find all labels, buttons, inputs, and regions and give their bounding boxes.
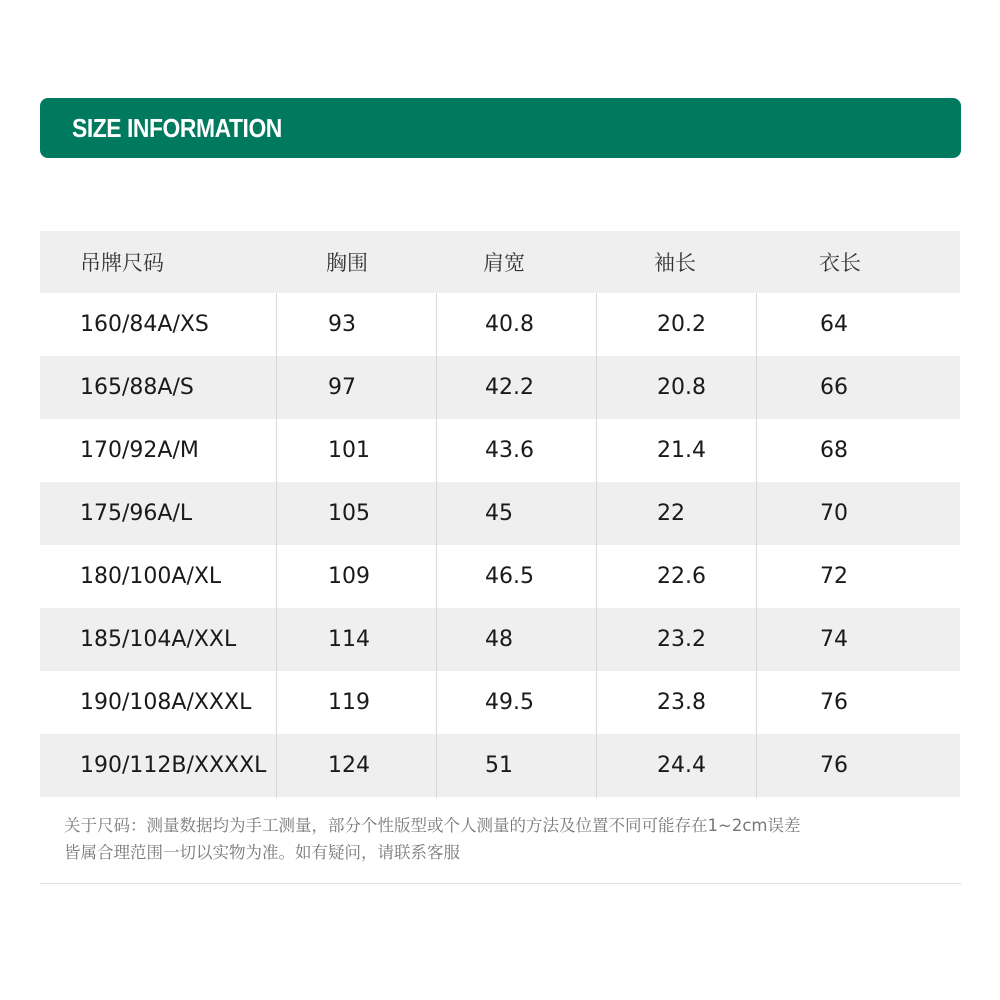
column-divider [756, 293, 757, 798]
table-cell-sleeve: 23.8 [657, 690, 706, 715]
column-divider [276, 293, 277, 798]
table-cell-length: 64 [820, 312, 848, 337]
table-row [40, 482, 960, 545]
table-cell-sleeve: 21.4 [657, 438, 706, 463]
column-divider [596, 293, 597, 798]
size-note [64, 812, 964, 866]
bottom-divider [40, 883, 961, 884]
table-cell-size: 190/112B/XXXXL [80, 753, 267, 778]
table-row [40, 293, 960, 356]
table-cell-size: 170/92A/M [80, 438, 199, 463]
table-cell-size: 185/104A/XXL [80, 627, 237, 652]
table-cell-shoulder: 48 [485, 627, 513, 652]
size-note-line-1: 关于尺码：测量数据均为手工测量，部分个性版型或个人测量的方法及位置不同可能存在1~2cm误差 [64, 816, 801, 835]
header-chest: 胸围 [326, 251, 368, 275]
size-note-line-2: 皆属合理范围一切以实物为准。如有疑问，请联系客服 [64, 843, 460, 862]
size-table [40, 231, 960, 797]
table-cell-shoulder: 42.2 [485, 375, 534, 400]
table-cell-length: 66 [820, 375, 848, 400]
table-cell-chest: 109 [328, 564, 370, 589]
table-cell-shoulder: 43.6 [485, 438, 534, 463]
table-cell-length: 74 [820, 627, 848, 652]
table-row [40, 419, 960, 482]
table-cell-length: 76 [820, 690, 848, 715]
table-cell-length: 72 [820, 564, 848, 589]
table-cell-sleeve: 22.6 [657, 564, 706, 589]
table-cell-sleeve: 24.4 [657, 753, 706, 778]
table-cell-length: 70 [820, 501, 848, 526]
table-cell-size: 175/96A/L [80, 501, 193, 526]
header-garment-length: 衣长 [819, 251, 861, 275]
column-divider [436, 293, 437, 798]
table-cell-sleeve: 23.2 [657, 627, 706, 652]
table-cell-shoulder: 51 [485, 753, 513, 778]
table-cell-shoulder: 46.5 [485, 564, 534, 589]
table-cell-chest: 93 [328, 312, 356, 337]
header-shoulder: 肩宽 [483, 251, 525, 275]
table-cell-length: 76 [820, 753, 848, 778]
table-cell-sleeve: 22 [657, 501, 685, 526]
table-cell-size: 190/108A/XXXL [80, 690, 252, 715]
table-cell-size: 160/84A/XS [80, 312, 209, 337]
banner-title: SIZE INFORMATION [72, 112, 282, 143]
table-cell-size: 180/100A/XL [80, 564, 222, 589]
table-row [40, 608, 960, 671]
table-row [40, 671, 960, 734]
table-cell-chest: 101 [328, 438, 370, 463]
table-cell-length: 68 [820, 438, 848, 463]
table-cell-chest: 124 [328, 753, 370, 778]
size-information-banner [40, 98, 961, 158]
table-cell-shoulder: 49.5 [485, 690, 534, 715]
table-row [40, 356, 960, 419]
header-sleeve-length: 袖长 [654, 251, 696, 275]
table-cell-size: 165/88A/S [80, 375, 194, 400]
table-row [40, 734, 960, 797]
table-cell-sleeve: 20.2 [657, 312, 706, 337]
table-row [40, 545, 960, 608]
table-body [40, 293, 960, 797]
table-cell-chest: 105 [328, 501, 370, 526]
table-header-row [40, 231, 960, 293]
header-tag-size: 吊牌尺码 [80, 251, 164, 275]
table-cell-sleeve: 20.8 [657, 375, 706, 400]
table-cell-shoulder: 40.8 [485, 312, 534, 337]
table-cell-shoulder: 45 [485, 501, 513, 526]
table-cell-chest: 119 [328, 690, 370, 715]
table-cell-chest: 114 [328, 627, 370, 652]
table-cell-chest: 97 [328, 375, 356, 400]
